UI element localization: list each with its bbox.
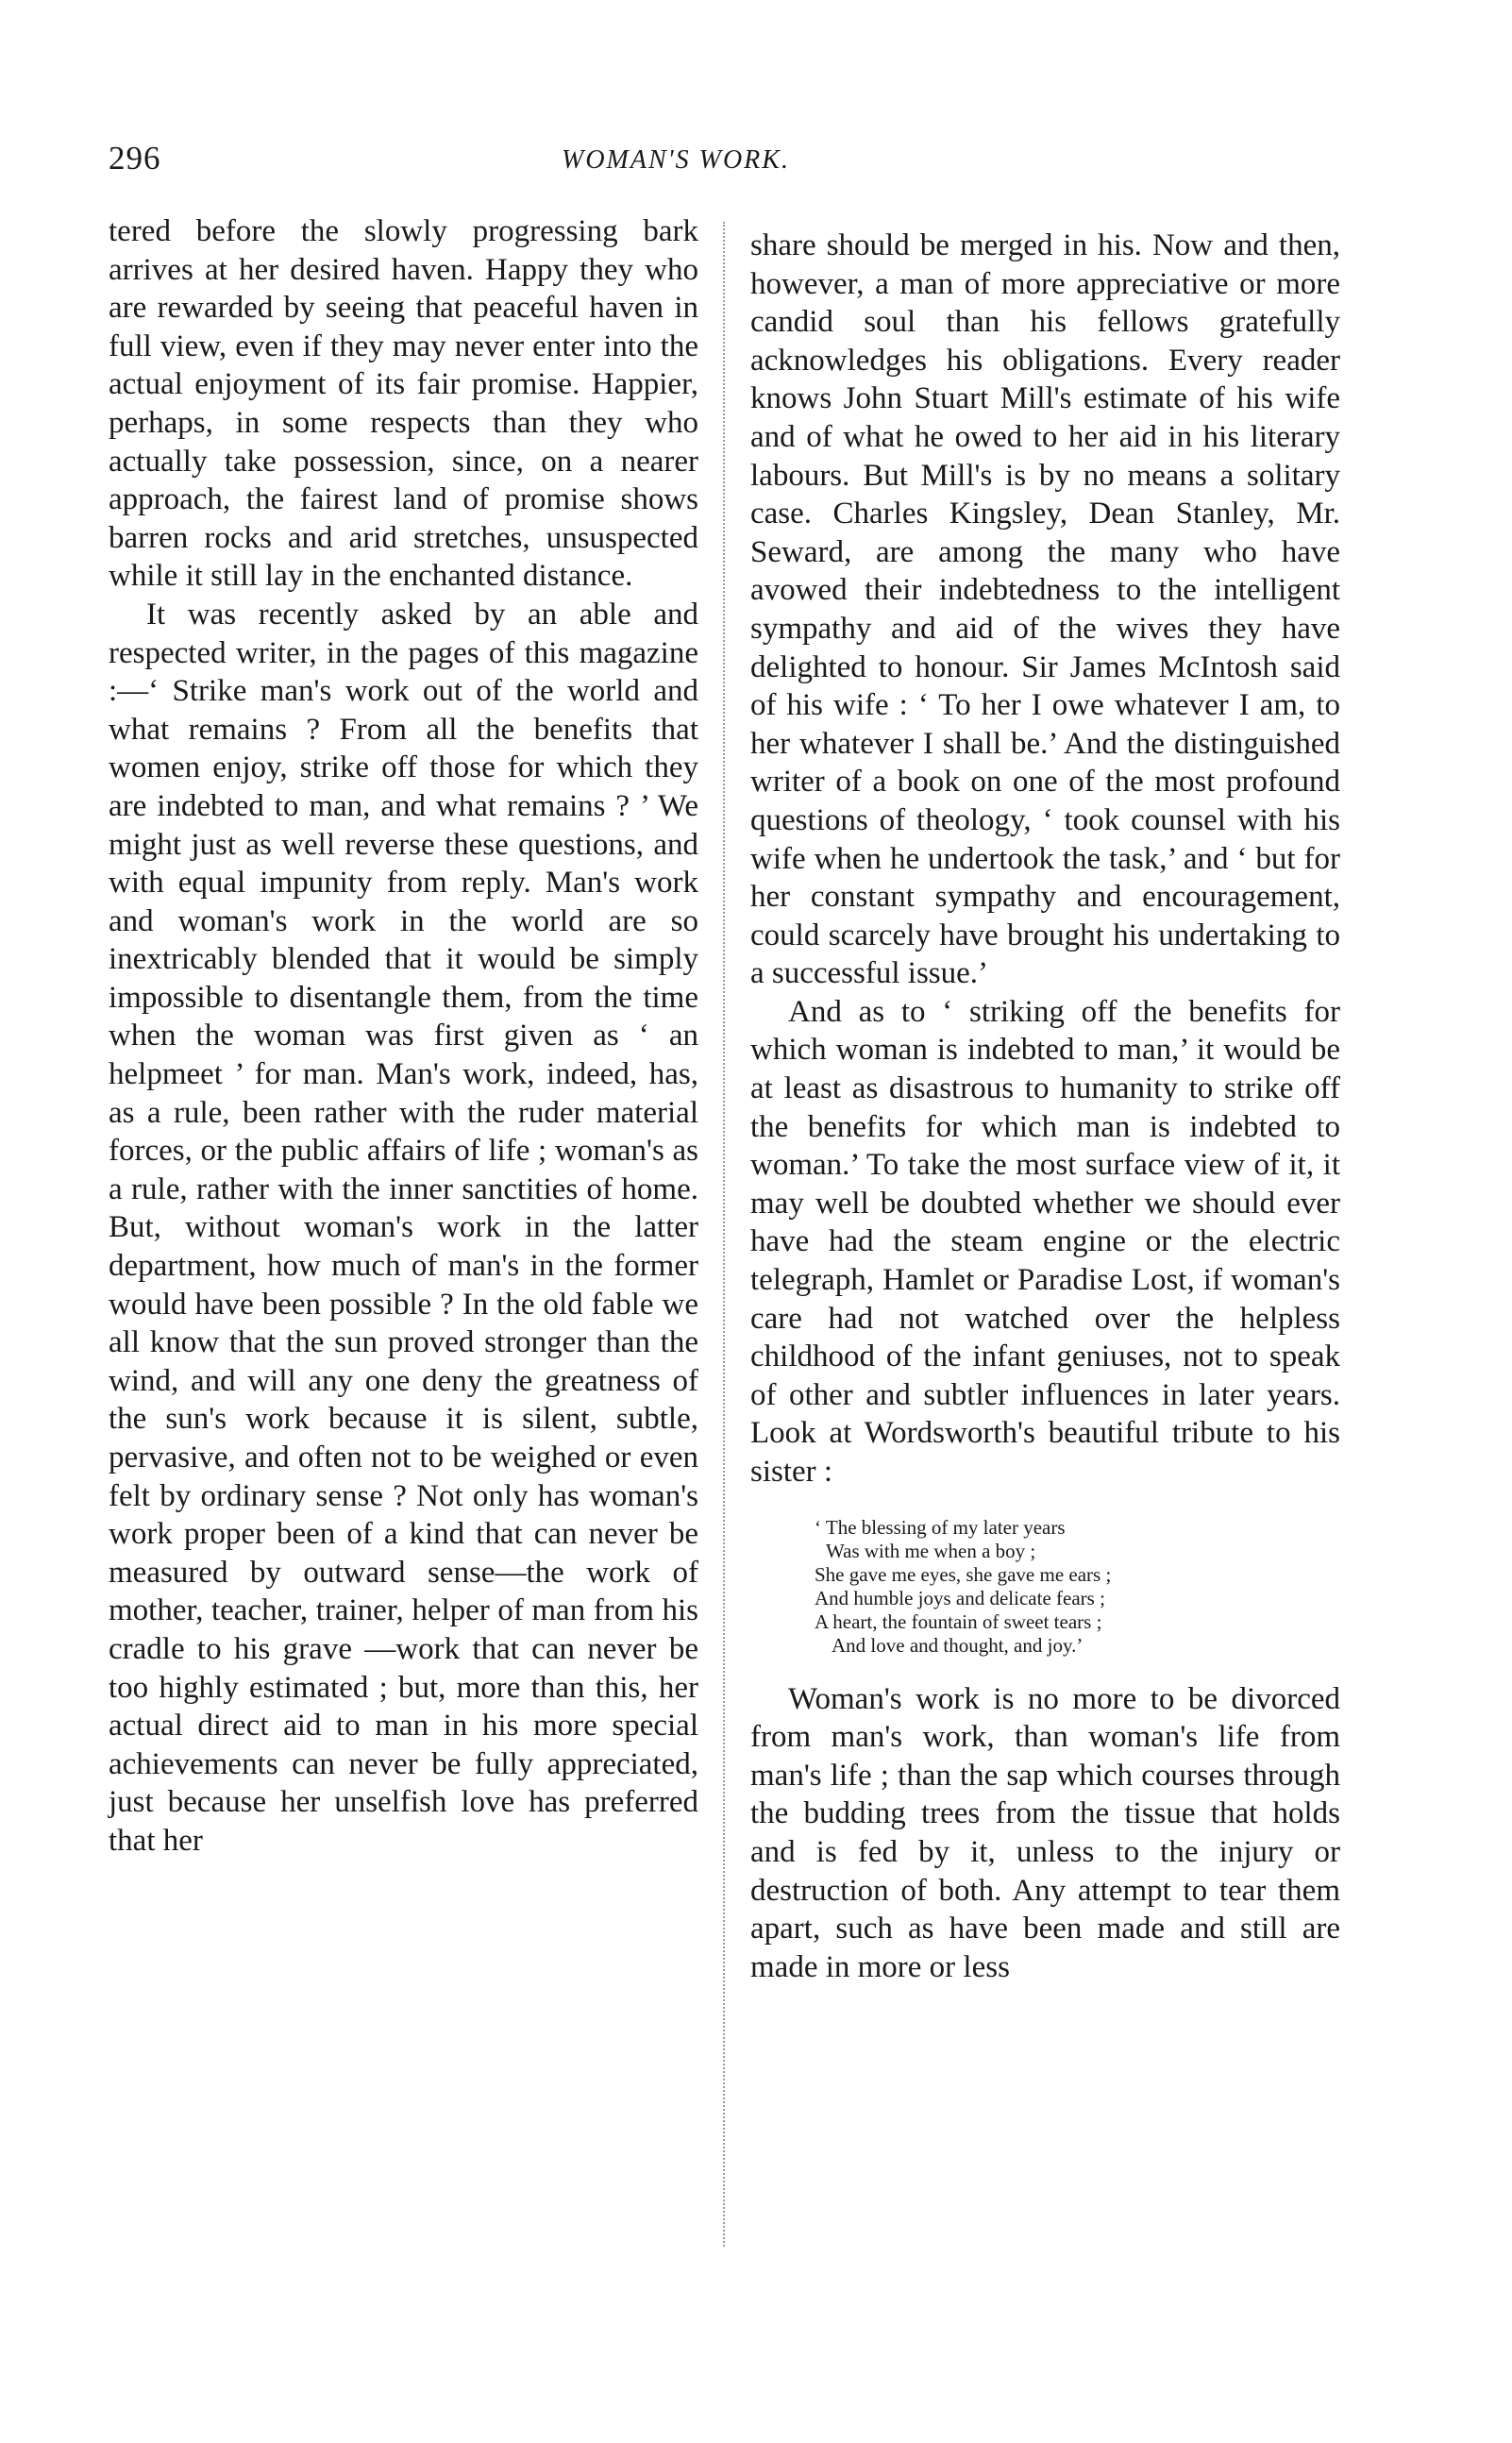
- wordsworth-poem: [815, 1516, 1340, 1658]
- poem-line: A heart, the fountain of sweet tears ;: [815, 1609, 1102, 1633]
- right-paragraph-1: share should be merged in his. Now and then, however, a man of more appreciative or more candid soul than his fellows gratefully acknowledges his obligations. Every reader knows John Stuart Mill's estimate of his wife and of what he owed to her aid in his literary labours. But Mill's is by no means a solitary case. Charles Kingsley, Dean Stanley, Mr. Seward, are among the many who have avowed their indebtedness to the intelligent sympathy and aid of the wives they have delighted to honour. Sir James McIntosh said of his wife : ‘ To her I owe whatever I am, to her whatever I shall be.’ And the distinguished writer of a book on one of the most profound questions of theology, ‘ took counsel with his wife when he undertook the task,’ and ‘ but for her constant sympathy and encouragement, could scarcely have brought his undertaking to a successful issue.’: [750, 228, 1340, 991]
- left-paragraph-2: It was recently asked by an able and respected writer, in the pages of this magazine :—‘ Strike man's work out of the world and what remains ? From all the benefits that women enjoy, strike off those for which they are indebted to man, and what remains ? ’ We might just as well reverse these questions, and with equal impunity from reply. Man's work and woman's work in the world are so inextricably blended that it would be simply impossible to disentangle them, from the time when the woman was first given as ‘ an helpmeet ’ for man. Man's work, indeed, has, as a rule, been rather with the ruder material forces, or the public affairs of life ; woman's as a rule, rather with the inner sanctities of home. But, without woman's work in the latter department, how much of man's in the former would have been possible ? In the old fable we all know that the sun proved stronger than the wind, and will any one deny the greatness of the sun's work because it is silent, subtle, pervasive, and often not to be weighed or even felt by ordinary sense ? Not only has woman's work proper been of a kind that can never be measured by outward sense—the work of mother, teacher, trainer, helper of man from his cradle to his grave —work that can never be too highly estimated ; but, more than this, her actual direct aid to man in his more special achievements can never be fully appreciated, just because her unselfish love has preferred that her: [109, 597, 698, 1858]
- poem-line: And love and thought, and joy.’: [832, 1633, 1084, 1657]
- page-number: 296: [109, 140, 161, 177]
- poem-line: She gave me eyes, she gave me ears ;: [815, 1562, 1112, 1586]
- running-head: WOMAN'S WORK.: [562, 145, 790, 175]
- left-paragraph-1: tered before the slowly progressing bark arrives at her desired haven. Happy they who are rewarded by seeing that peaceful haven in full view, even if they may never enter into the actual enjoyment of its fair promise. Happier, perhaps, in some respects than they who actually take possession, since, on a nearer approach, the fairest land of promise shows barren rocks and arid stretches, unsuspected while it still lay in the enchanted distance.: [109, 214, 698, 594]
- right-paragraph-2: And as to ‘ striking off the benefits for which woman is indebted to man,’ it would be at least as disastrous to humanity to strike off the benefits for which man is indebted to woman.’ To take the most surface view of it, it may well be doubted whether we should ever have had the steam engine or the electric telegraph, Hamlet or Paradise Lost, if woman's care had not watched over the helpless childhood of the infant geniuses, not to speak of other and subtler influences in later years. Look at Wordsworth's beautiful tribute to his sister :: [750, 994, 1340, 1489]
- poem-line: ‘ The blessing of my later years: [815, 1515, 1066, 1539]
- left-column: [109, 212, 698, 1861]
- column-divider: [723, 222, 725, 2247]
- page-header: [109, 140, 1364, 187]
- right-paragraph-3: Woman's work is no more to be divorced from man's work, than woman's life from man's life ; than the sap which courses through the budding trees from the tissue that holds and is fed by it, unless to the injury or destruction of both. Any attempt to tear them apart, such as have been made and still are made in more or less: [750, 1681, 1340, 1984]
- right-column: [750, 227, 1340, 1986]
- poem-line: Was with me when a boy ;: [826, 1539, 1036, 1562]
- poem-line: And humble joys and delicate fears ;: [815, 1586, 1105, 1609]
